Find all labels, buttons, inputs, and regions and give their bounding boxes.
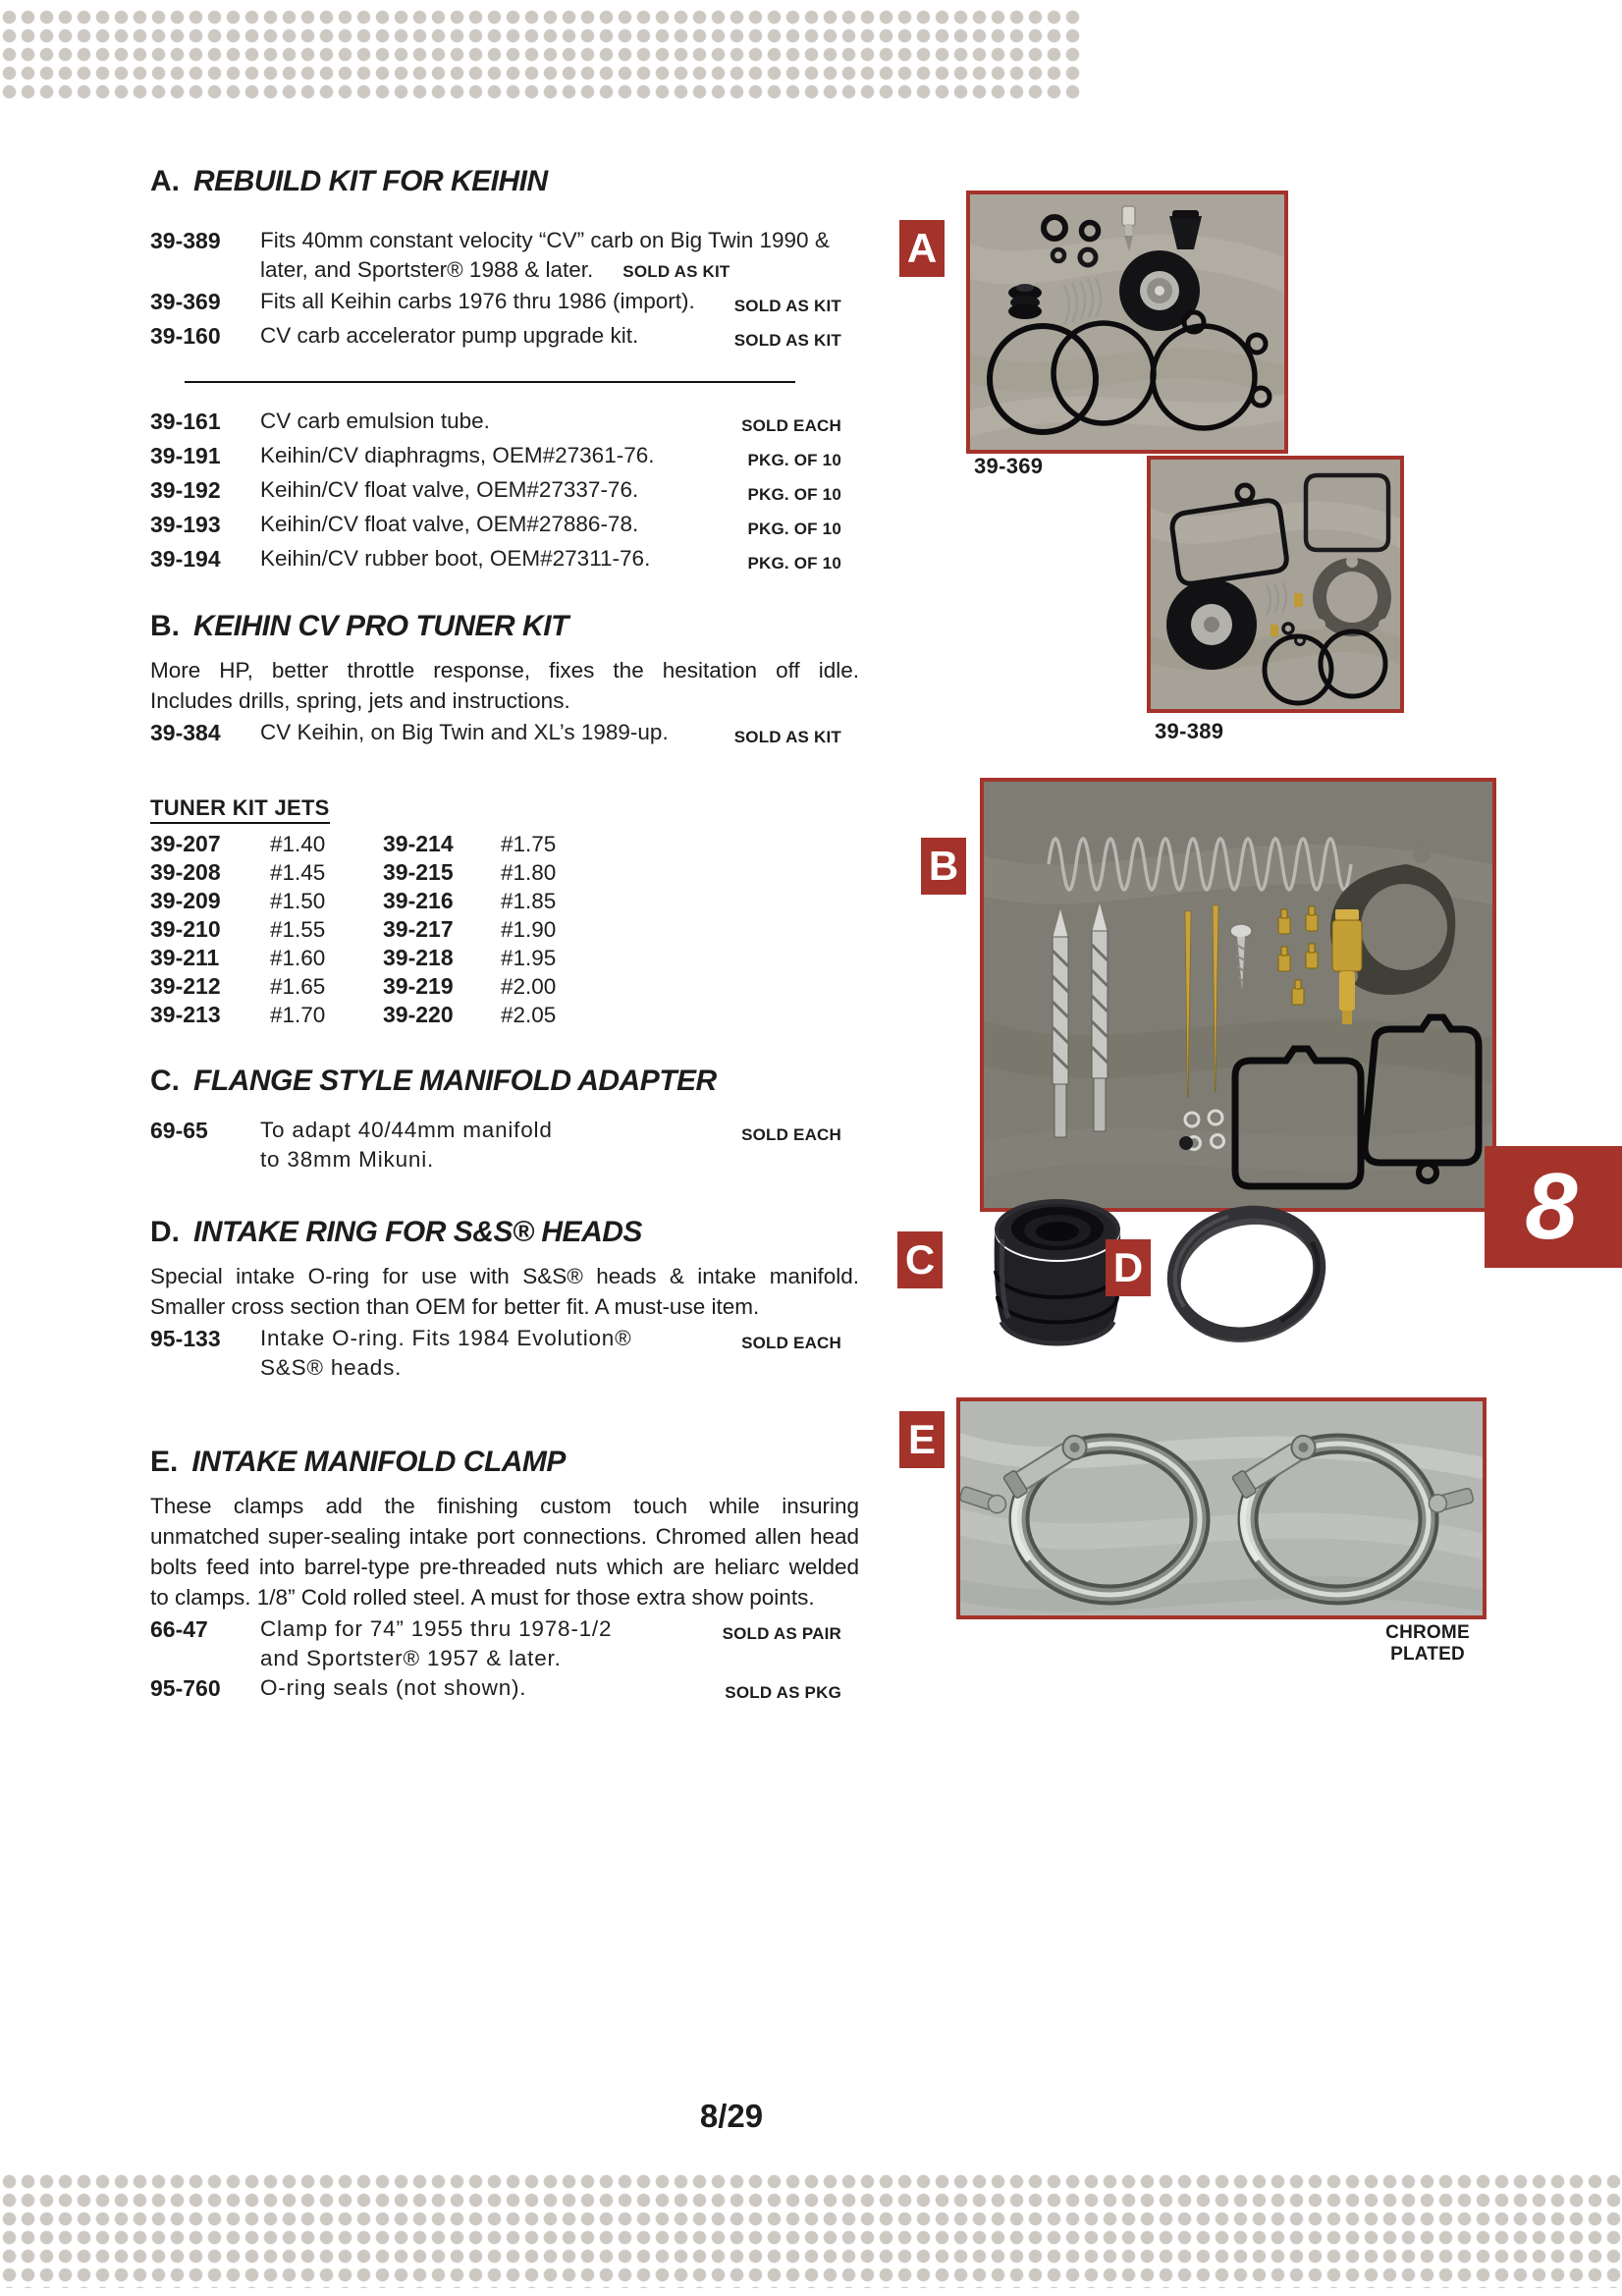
section-letter: A. [150, 165, 180, 197]
jet-size: #1.55 [270, 917, 326, 942]
jet-size: #1.95 [501, 946, 557, 970]
item-description: O-ring seals (not shown). [260, 1675, 527, 1700]
part-number: 39-194 [150, 546, 221, 572]
item-description: CV Keihin, on Big Twin and XL’s 1989-up. [260, 720, 669, 744]
jet-size: #1.75 [501, 832, 557, 856]
figure-label-a: A [899, 220, 945, 277]
jet-part-number: 39-208 [150, 859, 221, 885]
paragraph-line: Smaller cross section than OEM for better fit. A must-use item. [150, 1294, 760, 1319]
jet-part-number: 39-219 [383, 973, 454, 999]
part-number: 39-160 [150, 323, 221, 349]
part-number: 39-192 [150, 477, 221, 503]
photo-manifold-clamps [956, 1397, 1487, 1619]
catalog-item [150, 1324, 859, 1383]
part-number: 39-384 [150, 720, 221, 745]
part-number: 39-161 [150, 409, 221, 434]
figure-label-c: C [897, 1231, 943, 1288]
pump-boot [1008, 284, 1042, 319]
item-description: CV carb accelerator pump upgrade kit. [260, 323, 639, 348]
jet-size: #1.65 [270, 974, 326, 999]
item-description: Keihin/CV float valve, OEM#27886-78. [260, 512, 639, 536]
catalog-item [150, 1673, 859, 1708]
chrome-plated-caption [1367, 1622, 1488, 1666]
catalog-item [150, 475, 859, 510]
rebuild-kit-389-illustration [1151, 460, 1400, 709]
section-heading-d [150, 1214, 859, 1251]
part-number: 39-389 [150, 228, 221, 253]
item-description: Keihin/CV rubber boot, OEM#27311-76. [260, 546, 651, 571]
item-list-e [150, 1614, 859, 1708]
jet-part-number: 39-217 [383, 916, 454, 942]
jet-part-number: 39-210 [150, 916, 221, 942]
paragraph-line: These clamps add the finishing custom touch while insuring [150, 1494, 859, 1518]
part-number: 95-760 [150, 1675, 221, 1701]
text-column [150, 163, 859, 1708]
jet-part-number: 39-218 [383, 945, 454, 970]
price-note: SOLD AS KIT [733, 331, 841, 350]
photo-rebuild-kit-39-369 [966, 191, 1288, 454]
item-description: Intake O-ring. Fits 1984 Evolution® S&S® heads. [260, 1326, 632, 1380]
jet-size: #2.00 [501, 974, 557, 999]
section-title: FLANGE STYLE MANIFOLD ADAPTER [193, 1065, 717, 1097]
paragraph-line: to clamps. 1/8” Cold rolled steel. A must for those extra show points. [150, 1585, 815, 1610]
item-description: Fits all Keihin carbs 1976 thru 1986 (import). [260, 289, 695, 313]
jet-part-number: 39-214 [383, 831, 454, 856]
price-note: SOLD AS KIT [622, 262, 730, 281]
diaphragm [1119, 250, 1200, 331]
catalog-item [150, 1614, 859, 1673]
part-number: 39-191 [150, 443, 221, 468]
jet-size: #2.05 [501, 1003, 557, 1027]
photo-rebuild-kit-39-389 [1147, 456, 1404, 713]
section-intake-ring [150, 1214, 859, 1383]
price-note: SOLD AS KIT [733, 297, 841, 315]
jet-part-number: 39-215 [383, 859, 454, 885]
jet-size: #1.70 [270, 1003, 326, 1027]
section-letter: B. [150, 610, 180, 642]
item-list-c [150, 1116, 859, 1175]
section-heading-e [150, 1444, 859, 1481]
paragraph-line: unmatched super-sealing intake port connections. Chromed allen head [150, 1524, 859, 1549]
catalog-item [150, 1116, 859, 1175]
divider-line [185, 381, 795, 383]
jet-size: #1.60 [270, 946, 326, 970]
figure-caption-39-389: 39-389 [1155, 719, 1224, 743]
item-list-a2 [150, 407, 859, 578]
section-pro-tuner-kit [150, 608, 859, 1029]
section-manifold-clamp [150, 1444, 859, 1708]
chrome-caption-line1: CHROME [1385, 1622, 1470, 1643]
photo-intake-ring [1149, 1184, 1345, 1368]
section-letter: E. [150, 1446, 179, 1478]
jet-part-number: 39-209 [150, 888, 221, 913]
item-list-d [150, 1324, 859, 1383]
item-description: Keihin/CV diaphragms, OEM#27361-76. [260, 443, 655, 467]
figure-label-e: E [899, 1411, 945, 1468]
catalog-item [150, 287, 859, 321]
paragraph-line: Includes drills, spring, jets and instructions. [150, 688, 570, 713]
chapter-tab: 8 [1485, 1146, 1622, 1268]
item-list-a1 [150, 226, 859, 355]
price-note: SOLD EACH [741, 1334, 841, 1352]
intake-ring-illustration [1149, 1184, 1345, 1363]
item-list-b [150, 718, 859, 752]
part-number: 39-369 [150, 289, 221, 314]
price-note: PKG. OF 10 [747, 554, 841, 573]
item-description: Fits 40mm constant velocity “CV” carb on Big Twin 1990 & later, and Sportster® 1988 & later. SOLD AS KIT [260, 228, 830, 282]
item-description: To adapt 40/44mm manifold to 38mm Mikuni. [260, 1118, 553, 1172]
catalog-item [150, 718, 859, 752]
tuner-kit-jets-heading: TUNER KIT JETS [150, 795, 330, 824]
figure-label-d: D [1106, 1239, 1151, 1296]
diaphragm [1166, 579, 1257, 670]
tuner-kit-jets-table [150, 830, 622, 1029]
catalog-item [150, 321, 859, 355]
tuner-kit-illustration [984, 782, 1492, 1208]
jet-part-number: 39-212 [150, 973, 221, 999]
price-note: SOLD AS PKG [725, 1683, 841, 1702]
price-note: SOLD EACH [741, 416, 841, 435]
catalog-item [150, 544, 859, 578]
catalog-item [150, 510, 859, 544]
section-title: INTAKE RING FOR S&S® HEADS [193, 1216, 642, 1248]
part-number: 95-133 [150, 1326, 221, 1351]
jet-size: #1.80 [501, 860, 557, 885]
jet-part-number: 39-213 [150, 1002, 221, 1027]
item-description: CV carb emulsion tube. [260, 409, 490, 433]
section-rebuild-kit [150, 163, 859, 578]
section-title: REBUILD KIT FOR KEIHIN [193, 165, 548, 197]
jet-size: #1.50 [270, 889, 326, 913]
catalog-item [150, 407, 859, 441]
section-title: KEIHIN CV PRO TUNER KIT [193, 610, 568, 642]
paragraph-line: Special intake O-ring for use with S&S® heads & intake manifold. [150, 1264, 859, 1288]
price-note: SOLD AS KIT [733, 728, 841, 746]
rebuild-kit-illustration [970, 194, 1284, 450]
jet-part-number: 39-207 [150, 831, 221, 856]
jet-part-number: 39-216 [383, 888, 454, 913]
jet-size: #1.40 [270, 832, 326, 856]
item-description: Clamp for 74” 1955 thru 1978-1/2 and Sportster® 1957 & later. [260, 1616, 613, 1670]
section-heading-a [150, 163, 859, 200]
chrome-caption-line2: PLATED [1390, 1644, 1465, 1665]
part-number: 69-65 [150, 1118, 208, 1143]
price-note: PKG. OF 10 [747, 451, 841, 469]
section-letter: C. [150, 1065, 180, 1097]
section-intro-d [150, 1261, 859, 1322]
price-note: SOLD EACH [741, 1125, 841, 1144]
catalog-item [150, 441, 859, 475]
figure-label-b: B [921, 838, 966, 895]
price-note: SOLD AS PAIR [722, 1624, 841, 1643]
price-note: PKG. OF 10 [747, 485, 841, 504]
paragraph-line: bolts feed into barrel-type pre-threaded nuts which are heliarc welded [150, 1555, 859, 1579]
section-heading-c [150, 1063, 859, 1100]
page-number: 8/29 [699, 2098, 764, 2134]
section-manifold-adapter [150, 1063, 859, 1175]
price-note: PKG. OF 10 [747, 519, 841, 538]
part-number: 66-47 [150, 1616, 208, 1642]
jet-part-number: 39-211 [150, 945, 220, 970]
dot-pattern-top [0, 8, 1084, 102]
jet-size: #1.85 [501, 889, 557, 913]
item-description: Keihin/CV float valve, OEM#27337-76. [260, 477, 639, 502]
dot-pattern-bottom [0, 2172, 1622, 2288]
section-title: INTAKE MANIFOLD CLAMP [191, 1446, 566, 1478]
jet-size: #1.90 [501, 917, 557, 942]
clamps-illustration [960, 1401, 1483, 1615]
section-intro-e [150, 1491, 859, 1613]
section-intro-b [150, 655, 859, 716]
jet-size: #1.45 [270, 860, 326, 885]
paragraph-line: More HP, better throttle response, fixes the hesitation off idle. [150, 658, 859, 683]
part-number: 39-193 [150, 512, 221, 537]
section-letter: D. [150, 1216, 180, 1248]
jet-part-number: 39-220 [383, 1002, 454, 1027]
catalog-item [150, 226, 859, 287]
photo-pro-tuner-kit [980, 778, 1496, 1212]
section-heading-b [150, 608, 859, 645]
figure-caption-39-369: 39-369 [974, 454, 1044, 478]
